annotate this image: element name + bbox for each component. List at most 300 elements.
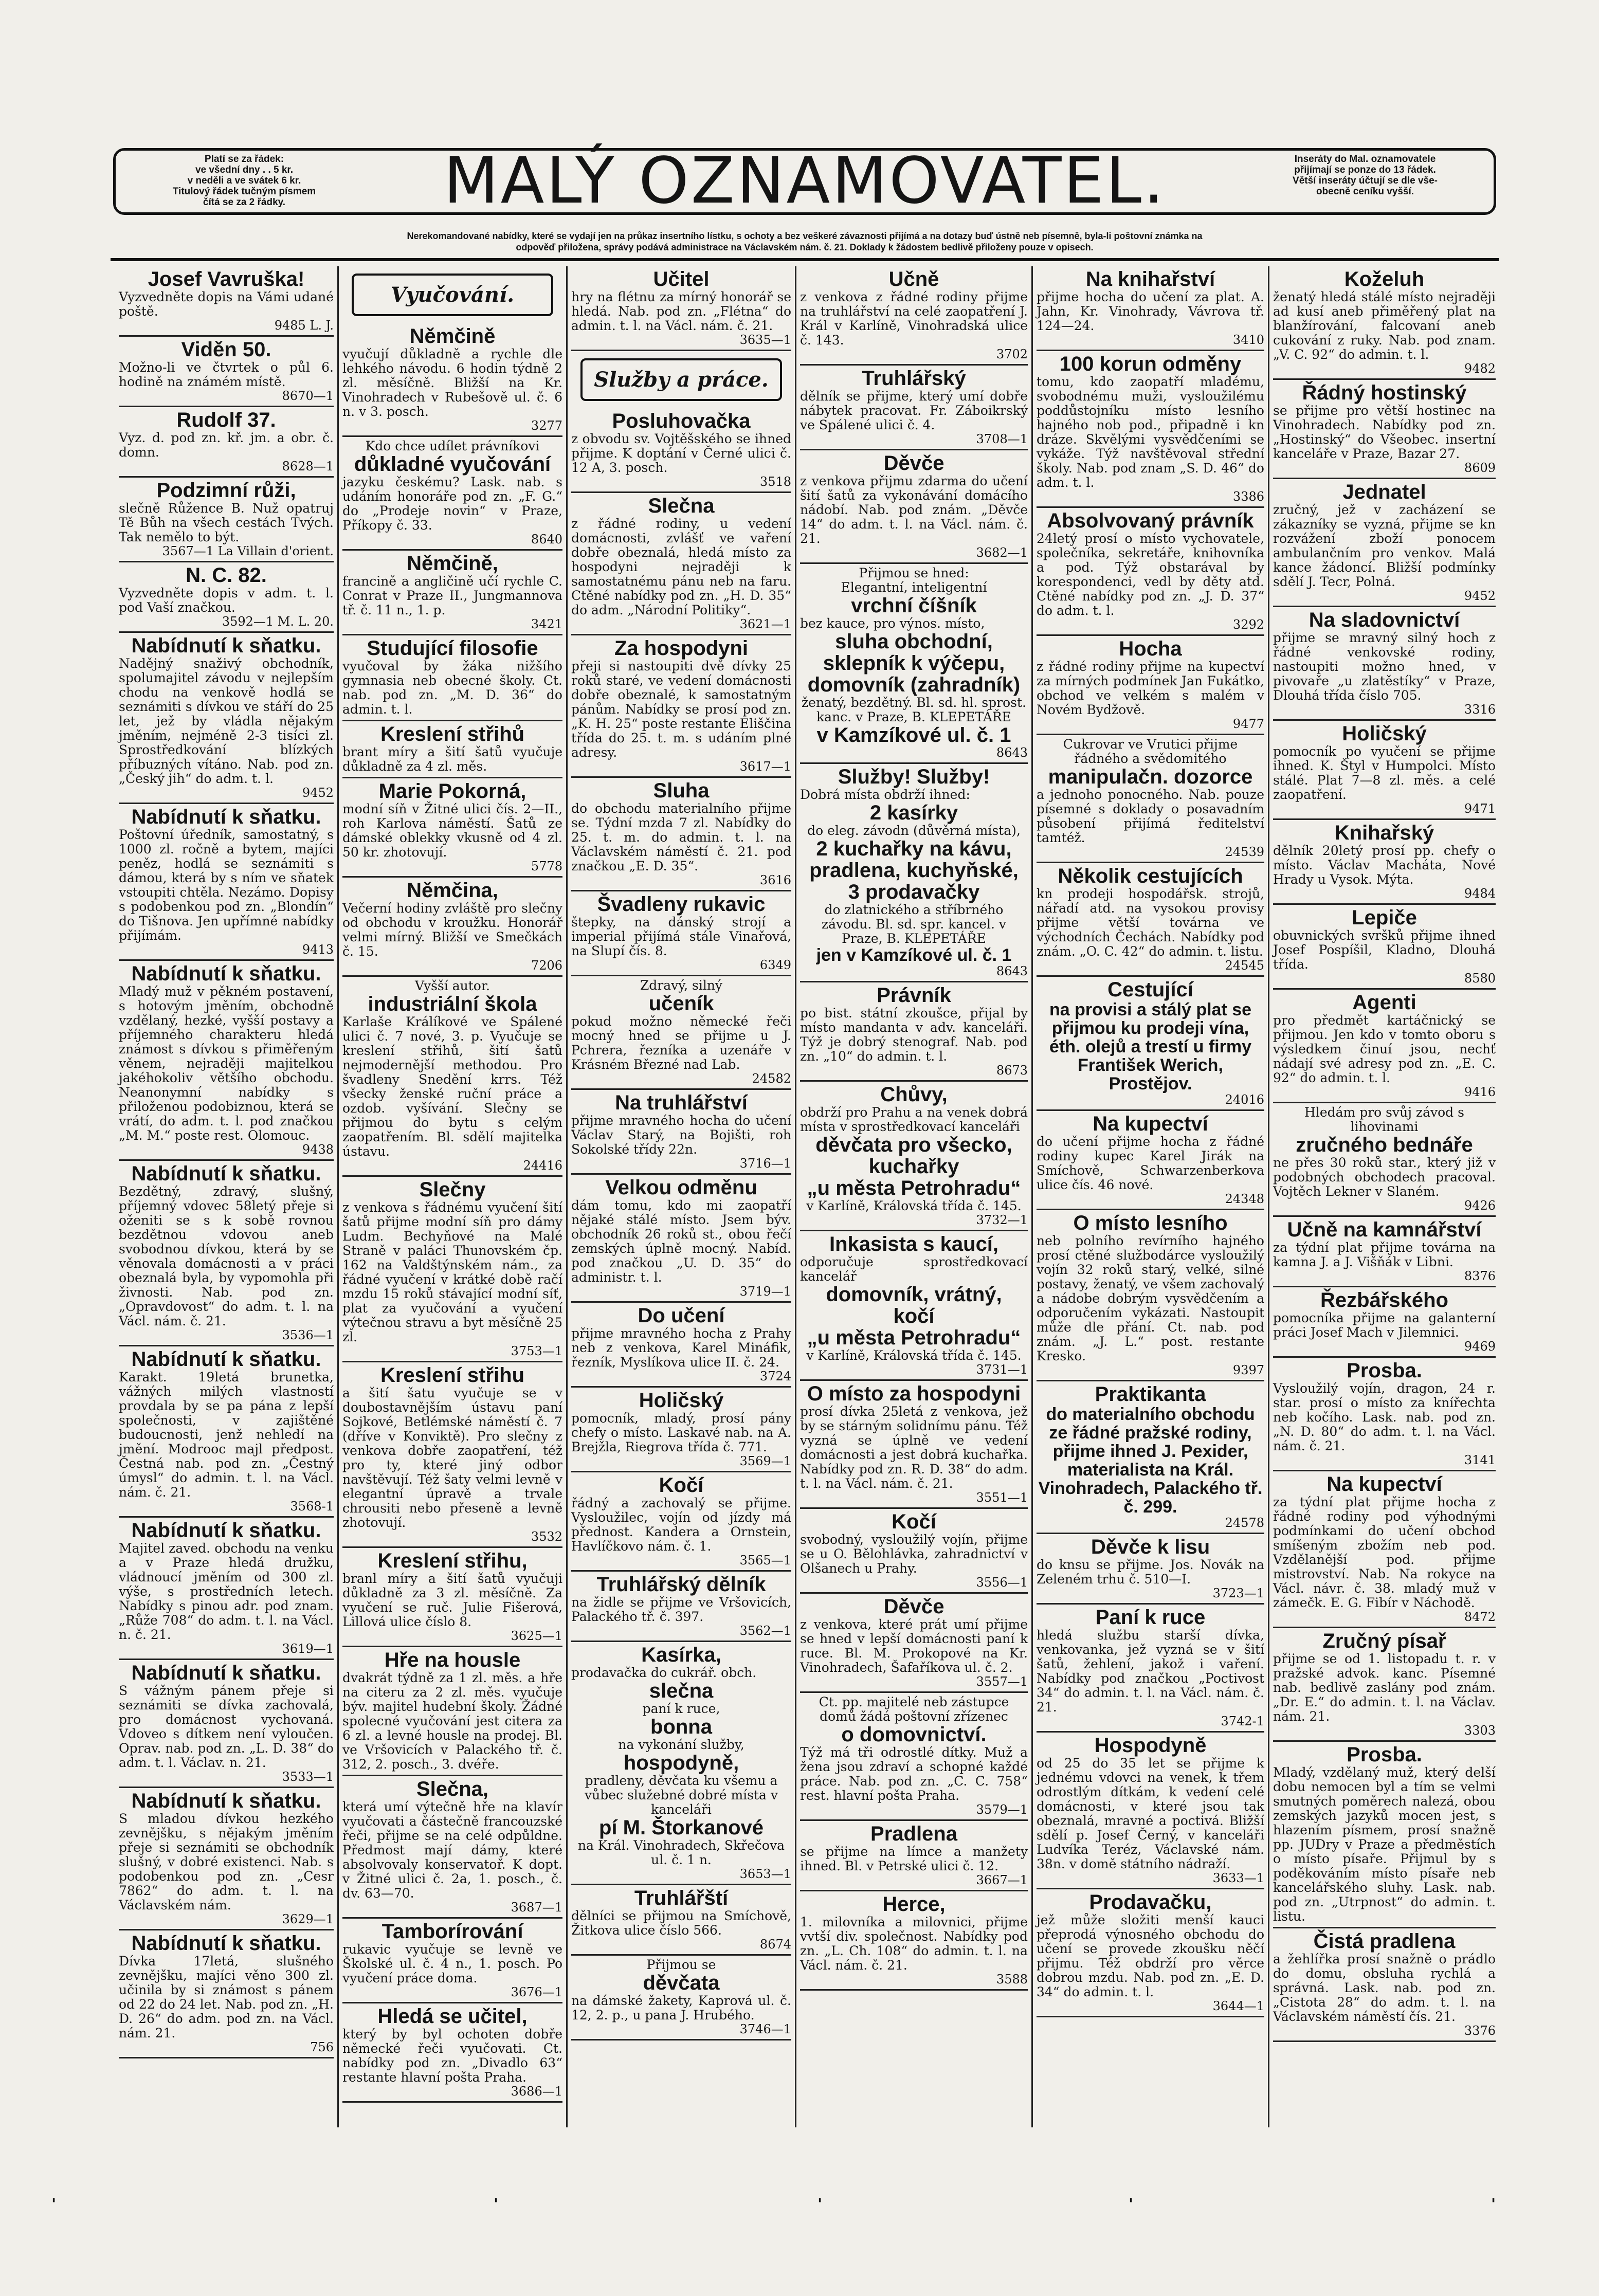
classified-ad — [800, 982, 1028, 1082]
ad-headline: do materialního obchodu ze řádné pražské rodiny, přijme ihned J. Pexider, materialista na Král. Vinohradech, Palackého tř. č. 299. — [1038, 1405, 1263, 1517]
ad-body: z řádné rodiny, u vedení domácnosti, zvlášť ve vaření dobře obeznalá, hledá místo za hospodyni nejraději k samostatnému pánu neb na faru. Ctěné nabídky pod zn. „H. D. 35“ do adm. „Národní Politiky“. — [571, 516, 791, 617]
edge-speck: ' — [494, 2195, 499, 2213]
ad-reference-number: 3565—1 — [739, 1553, 791, 1568]
ad-body: 24letý prosí o místo vychovatele, společníka, sekretáře, knihovníka a pod. Týž obstarával by korespondenci, vedl by děty atd. Ctěné nabídky pod zn. „J. D. 37“ do adm. t. l. — [1037, 531, 1264, 618]
ad-headline: Jednatel — [1342, 481, 1426, 503]
ad-body: Karlaše Králíkové ve Spálené ulici č. 7 nové, 3. p. Vyučuje se kreslení střihů, šití šatů nejmodernější methodou. Pro švadleny Snedění krrs. Též všecky ženské ruční práce a ozdob. vyšívání. Slečny se přijmou do bytu s celým zaopatřením. Bl. sdělí majitelka ústavu. — [342, 1014, 562, 1159]
rules-line: obecně ceníku vyšší. — [1316, 186, 1414, 197]
ad-reference-number: 3551—1 — [976, 1490, 1028, 1505]
ad-body: pokud možno německé řeči mocný hned se přijme u J. Pchrera, řezníka a uzenáře v Krásném Březné nad Lab. — [571, 1014, 791, 1072]
ad-body: Vyzvedněte dopis v adm. t. l. pod Vaší značkou. — [119, 586, 334, 615]
ad-reference-number: 9485 L. J. — [274, 318, 334, 333]
ad-reference-number: 3536—1 — [282, 1328, 334, 1342]
ad-headline: Děvče — [883, 452, 944, 475]
ad-body: pomocník, mladý, prosí pány chefy o místo. Laskavé nab. na A. Brejžla, Riegrova třída č. 771. — [571, 1411, 791, 1454]
ad-headline: Děvče k lisu — [1091, 1536, 1210, 1558]
classified-ad — [119, 337, 334, 407]
ad-headline: O místo za hospodyni — [807, 1382, 1021, 1405]
ad-headline: Josef Vavruška! — [148, 268, 305, 290]
ad-headline: sklepník k výčepu, — [823, 652, 1005, 675]
ad-intro: Přijmou se hned: — [859, 566, 969, 580]
classified-ad — [1273, 990, 1496, 1103]
ad-body: do knsu se přijme. Jos. Novák na Zeleném trhu č. 510—I. — [1037, 1557, 1264, 1587]
ad-body: na židle se přijme ve Vršovicích, Palackého tř. č. 397. — [571, 1595, 791, 1624]
ad-body: přijme se od 1. listopadu t. r. v pražské advok. kanc. Písemné nab. bedlivě zaslány pod znám. „Dr. E.“ do admin. t. l. na Václav. nám. 21. — [1273, 1651, 1496, 1724]
ad-body: do obchodu materialního přijme se. Týdní mzda 7 zl. Nabídky do 25. t. m. do admin. t. l. na Václavském náměstí č. 21. pod značkou „E. D. 35“. — [571, 801, 791, 873]
ad-headline: Hře na housle — [384, 1649, 521, 1671]
ad-reference-number: 3617—1 — [739, 759, 791, 774]
ad-body: z venkova, které prát umí přijme se hned v lepší domácnosti paní k ruce. Bl. M. Prokopové na Kr. Vinohradech, Šafaříkova ul. č. 2. — [800, 1617, 1028, 1675]
ad-headline: 2 kasírky — [869, 801, 958, 824]
ad-headline: Nabídnutí k sňatku. — [131, 1519, 321, 1542]
ad-headline: Studující filosofie — [367, 637, 538, 660]
ad-reference-number: 9469 — [1464, 1339, 1496, 1354]
ad-body: na dámské žakety, Kaprová ul. č. 12, 2. p., u pana J. Hrubého. — [571, 1993, 791, 2022]
ad-reference-number: 3588 — [996, 1972, 1028, 1987]
ad-body: dám tomu, kdo mi zaopatří nějaké stálé místo. Jsem býv. obchodník 26 roků st., obou řečí zemských úplně mocný. Nabíd. pod značkou „U. D. 35“ do administr. t. l. — [571, 1198, 791, 1285]
ad-headline: Paní k ruce — [1095, 1606, 1206, 1629]
ad-headline: děvčata — [643, 1972, 720, 1994]
ad-intro: Hledám pro svůj závod s lihovinami — [1304, 1105, 1464, 1134]
classified-ad — [571, 408, 791, 493]
ad-headline: sluha obchodní, — [835, 630, 993, 653]
ad-body: dělník 20letý prosí pp. chefy o místo. Václav Macháta, Nové Hrady u Vysok. Mýta. — [1273, 843, 1496, 887]
ad-reference-number: 3635—1 — [739, 333, 791, 347]
ad-body: Mladý muž v pěkném postavení, s hotovým jměním, obchodně vzdělaný, hezké, vyšší postavy a příjemného charakteru hledá známost s dívkou s přiměřeným věnem, nejraději majitelkou jakéhokoliv většího obchodu. Neanonymní nabídky s přiloženou podobiznou, která se vrátí, do adm. t. l. pod značkou „M. M.“ poste rest. Olomouc. — [119, 984, 334, 1143]
classified-ad — [1273, 1358, 1496, 1471]
ad-body: vyučují důkladně a rychle dle lehkého návodu. 6 hodin týdně 2 zl. měsíčně. Bližší na Kr. Vinohradech v Rubešově ul. č. 6 n. v 3. posch. — [342, 347, 562, 419]
classified-ad — [342, 1177, 562, 1362]
ad-reference-number: 3616 — [759, 873, 791, 887]
ad-headline: Podzimní růži, — [156, 479, 296, 502]
ad-reference-number: 8670—1 — [282, 389, 334, 403]
classified-ad — [119, 1788, 334, 1930]
ad-headline: Absolvovaný právník — [1047, 509, 1254, 532]
ad-body: Majitel zaved. obchodu na venku a v Praze hledá družku, vládnoucí jměním od 300 zl. výše, s prostředních letech. Nabídky s pinou adr. pod znam. „Růže 708“ do adm. t. l. na Václ. n. č. 21. — [119, 1541, 334, 1642]
masthead-insertion-rules — [1237, 151, 1494, 212]
ad-body: Vyzvedněte dopis na Vámi udané poště. — [119, 289, 334, 319]
ad-headline: vrchní číšník — [851, 594, 977, 617]
ad-headline: Tamborírování — [381, 1920, 523, 1943]
classified-ad — [1037, 351, 1264, 508]
ad-headline: 3 prodavačky — [848, 881, 980, 903]
column-divider — [337, 266, 339, 2127]
ad-headline: děvčata pro všecko, — [815, 1134, 1012, 1156]
ad-body: se přijme na límce a manžety ihned. Bl. v Petrské ulici č. 12. — [800, 1844, 1028, 1873]
ad-reference-number: 24545 — [1225, 958, 1264, 973]
masthead-title: MALÝ OZNAMOVATEL. — [443, 144, 1166, 218]
ad-reference-number: 3556—1 — [976, 1575, 1028, 1590]
ad-headline: pradlena, kuchyňské, — [809, 859, 1019, 882]
ad-reference-number: 3141 — [1464, 1453, 1496, 1467]
classified-ad — [119, 961, 334, 1161]
classified-ad — [342, 2003, 562, 2103]
ad-reference-number: 8628—1 — [282, 459, 334, 473]
classified-ad — [342, 1776, 562, 1919]
ad-headline: Hledá se učitel, — [377, 2005, 528, 2028]
classified-ad — [1273, 1742, 1496, 1928]
ad-body: slečně Růžence B. Nuž opatruj Tě Bůh na všech cestách Tvých. Tak nemělo to být. — [119, 501, 334, 544]
pricing-line: ve všední dny . . 5 kr. — [195, 165, 294, 175]
ad-reference-number: 3386 — [1232, 489, 1264, 504]
ad-headline: Kasírka, — [641, 1644, 721, 1666]
ad-body: po bist. státní zkoušce, přijal by místo mandanta v adv. kanceláři. Týž je dobrý stenograf. Nab. pod zn. „10“ do admin. t. l. — [800, 1006, 1028, 1064]
ad-headline: Truhlářský — [862, 367, 966, 390]
classified-ad — [800, 366, 1028, 450]
classified-ad — [1037, 977, 1264, 1111]
classified-ad — [342, 878, 562, 977]
ad-headline: Slečna — [648, 495, 715, 517]
ad-body: kn prodeji hospodářsk. strojů, nářadí atd. na vysokou provisy přijme větší továrna ve východních Čechách. Nabídky pod znám. „O. C. 42“ do admin. t. listu. — [1037, 886, 1264, 959]
ad-headline: Agenti — [1352, 991, 1416, 1014]
classified-ad — [342, 437, 562, 551]
ad-body: tomu, kdo zaopatří mladému, svobodnému muži, vysloužilému poddůstojníku místo lesního hajného nob pod., připadně i kn dráze. Skvělými vysvědčeními se vykáže. Týž navštěvoval střední školy. Nab. pod znam „S. D. 46“ do adm. t. l. — [1037, 374, 1264, 490]
ad-column — [339, 266, 566, 2127]
ad-body: bez kauce, pro výnos. místo, — [800, 616, 985, 631]
ad-body: od 25 do 35 let se přijme k jednému vdovci na venek, k třem odrostlým dítkám, k vedení celé domácnosti, v které jsou tak obeznalá, mravné a poctivá. Bližší sdělí p. Josef Černý, v kanceláři Ludvíka Teréz, Václavské nám. 38n. v domě státního nádraží. — [1037, 1756, 1264, 1871]
ad-headline: Na knihařství — [1085, 268, 1215, 290]
column-divider — [566, 266, 568, 2127]
ad-reference-number: 3619—1 — [282, 1642, 334, 1656]
ad-body: přijme mravného hocha z Prahy neb z venkova, Karel Mináfik, řezník, Myslíkova ulice II. č. 24. — [571, 1326, 791, 1370]
ad-reference-number: 24016 — [1225, 1092, 1264, 1107]
ad-column — [568, 266, 794, 2127]
masthead-pricing — [116, 151, 373, 212]
ad-headline: Děvče — [883, 1595, 944, 1618]
ad-headline: Pradlena — [870, 1823, 957, 1845]
ad-body: do učení přijme hocha z řádné rodiny kupec Karel Jirák na Smíchově, Schwarzenberkova ulice čís. 46 nové. — [1037, 1134, 1264, 1192]
ad-headline: na provisi a stálý plat se přijmou ku prodeji vína, éth. olejů a trestí u firmy František Werich, Prostějov. — [1049, 1000, 1252, 1094]
ad-headline: Cestující — [1107, 978, 1193, 1001]
ad-reference-number: 3621—1 — [739, 617, 791, 631]
ad-body: zručný, jež v zacházení se zákazníky se vyzná, přijme se kn rozvážení zboží ponocem ambulančním pro venkov. Malá kance žádoncí. Bližší podmínky sdělí J. Tecr, Polná. — [1273, 502, 1496, 589]
ad-reference-number: 9397 — [1232, 1363, 1264, 1377]
pricing-line: v neděli a ve svátek 6 kr. — [187, 175, 301, 186]
ad-headline: O místo lesního — [1073, 1212, 1228, 1234]
section-heading: Vyučování. — [352, 274, 553, 316]
classified-ad — [571, 976, 791, 1090]
ad-headline: Prosba. — [1347, 1359, 1422, 1382]
ad-intro: Přijmou se — [646, 1957, 716, 1972]
classified-ad — [1037, 735, 1264, 863]
ad-reference-number: 8643 — [996, 964, 1028, 978]
ad-body: v Karlíně, Královská třída č. 145. — [806, 1198, 1022, 1213]
ad-body: dělníci se přijmou na Smíchově, Žitkova ulice číslo 566. — [571, 1908, 791, 1938]
classified-ad — [342, 1919, 562, 2003]
classified-ad — [342, 1548, 562, 1647]
ad-headline: N. C. 82. — [186, 564, 267, 587]
ad-reference-number: 9452 — [302, 786, 334, 800]
ad-reference-number: 3557—1 — [976, 1674, 1028, 1689]
ad-reference-number: 9471 — [1464, 801, 1496, 816]
ad-reference-number: 3702 — [996, 347, 1028, 361]
ad-headline: o domovnictví. — [841, 1723, 987, 1746]
classified-ad — [571, 778, 791, 891]
ad-reference-number: 8376 — [1464, 1269, 1496, 1283]
classified-ad — [342, 1362, 562, 1548]
edge-speck: ' — [817, 2195, 823, 2213]
ad-body: obdrží pro Prahu a na venek dobrá místa v sprostředkovací kanceláři — [800, 1105, 1028, 1134]
ad-reference-number: 3568-1 — [290, 1499, 334, 1514]
ad-headline: Kreslení střihu, — [377, 1550, 528, 1572]
ad-reference-number: 3567—1 La Villain d'orient. — [162, 544, 334, 558]
ad-column — [797, 266, 1031, 2127]
ad-headline: Učně na kamnářství — [1287, 1218, 1482, 1241]
ad-headline: 2 kuchařky na kávu, — [816, 837, 1012, 860]
classified-ad — [571, 1642, 791, 1885]
ad-headline: Na truhlářství — [615, 1091, 748, 1114]
ad-body: francině a angličině učí rychle C. Conrat v Praze II., Jungmannova tř. č. 11 n., 1. p. — [342, 574, 562, 617]
ad-reference-number: 3682—1 — [976, 545, 1028, 560]
classified-ad — [342, 721, 562, 778]
ad-reference-number: 756 — [310, 2040, 334, 2054]
ad-body: pro předmět kartáčnický se přijmou. Jen kdo v tomto oboru s výsledkem činuí jsou, nechť nádají své adresy pod zn. „E. C. 92“ do admin. t. l. — [1273, 1013, 1496, 1085]
ad-body: pomocníka přijme na galanterní práci Josef Mach v Jilemnici. — [1273, 1310, 1496, 1340]
classified-ad — [800, 1594, 1028, 1693]
ad-headline: 100 korun odměny — [1059, 353, 1242, 375]
ad-body: a žehlířka prosí snažně o prádlo do domu, obsluha rychlá a správná. Lask. nab. pod zn. „Cistota 28“ do adm. t. l. na Václavském náměstí čís. 21. — [1273, 1952, 1496, 2024]
ad-headline: Učně — [888, 268, 939, 290]
classified-ad — [1037, 1534, 1264, 1605]
ad-body: vyučoval by žáka nižšího gymnasia neb obecné školy. Ct. nab. pod zn. „M. D. 36“ do admin. t. l. — [342, 659, 562, 717]
ad-headline: kočí — [893, 1305, 935, 1327]
ad-body: Večerní hodiny zvláště pro slečny od obchodu v kroužku. Honorář velmi mírný. Bližší ve Smečkách č. 15. — [342, 901, 562, 959]
ad-reference-number: 8673 — [996, 1063, 1028, 1078]
column-divider — [1268, 266, 1269, 2127]
classified-ad — [119, 1660, 334, 1788]
classified-ad — [571, 1388, 791, 1472]
classified-ad — [119, 1161, 334, 1346]
ad-headline: Hospodyně — [1094, 1734, 1207, 1757]
classified-ad — [571, 1090, 791, 1175]
ad-column — [1270, 266, 1499, 2127]
classified-ad — [571, 1175, 791, 1303]
ad-reference-number: 3625—1 — [511, 1629, 562, 1643]
classified-ad — [800, 1381, 1028, 1509]
ad-body: prosí dívka 25letá z venkova, jež by se stárným solidnímu pánu. Též vyzná se úplně ve vedení domácnosti a jest dobrá kuchařka. Nabídky pod zn. R. D. 38“ do adm. t. l. na Václ. nám. č. 21. — [800, 1404, 1028, 1491]
ad-body: na vykonání služby, — [618, 1737, 744, 1752]
edge-speck: ' — [1491, 2195, 1496, 2213]
ad-headline: Praktikanta — [1095, 1383, 1206, 1406]
classified-ad — [800, 266, 1028, 366]
classified-ad — [1037, 1210, 1264, 1381]
ad-body: 1. milovníka a milovnici, přijme vvtší div. společnost. Nabídky pod zn. „L. Ch. 108“ do admin. t. l. na Václ. nám. č. 21. — [800, 1915, 1028, 1973]
ad-headline: Hocha — [1119, 637, 1182, 660]
classified-ad — [1273, 721, 1496, 820]
ad-reference-number: 9426 — [1464, 1198, 1496, 1213]
ad-headline: Nabídnutí k sňatku. — [131, 1162, 321, 1185]
classified-ad — [1273, 380, 1496, 479]
ad-body: prodavačka do cukrář. obch. — [571, 1665, 757, 1680]
ad-headline: Právník — [877, 984, 951, 1007]
ad-body: dvakrát týdně za 1 zl. měs. a hře na citeru za 2 zl. měs. vyučuje býv. majitel hudební školy. Žádné spolecné vyučování jest citera za 6 zl. a levné housle na prodej. Bl. ve Vršovicích v Palackého tř. č. 312, 2. posch., 3. dvéře. — [342, 1670, 562, 1772]
ad-body: ženatý, bezdětný. Bl. sd. hl. sprost. kanc. v Praze, B. KLEPETÁŘE — [802, 695, 1026, 724]
classified-ad — [1273, 820, 1496, 905]
classified-ad — [1273, 1103, 1496, 1217]
ad-reference-number: 3277 — [531, 418, 562, 433]
ad-body: z řádné rodiny přijme na kupectví za mírných podmínek Jan Fukátko, obchod ve velkém s malém v Novém Bydžově. — [1037, 659, 1264, 717]
ad-body: paní k ruce, — [642, 1701, 720, 1716]
ad-headline: Němčina, — [407, 879, 498, 902]
classified-ad — [1273, 607, 1496, 721]
ad-headline: Lepiče — [1352, 906, 1417, 929]
ad-headline: Slečna, — [416, 1778, 489, 1800]
classified-ad — [1037, 636, 1264, 735]
ad-reference-number: 9416 — [1464, 1085, 1496, 1099]
ad-headline: industriální škola — [368, 993, 537, 1015]
ad-headline: Řezbářského — [1320, 1289, 1448, 1311]
classified-ad — [119, 266, 334, 337]
ad-body: Elegantní, inteligentní — [841, 580, 987, 595]
ad-reference-number: 9482 — [1464, 361, 1496, 376]
ad-headline: v Kamzíkové ul. č. 1 — [816, 724, 1011, 746]
ad-headline: Chůvy, — [880, 1083, 948, 1106]
classified-ad — [1273, 1628, 1496, 1742]
classified-ad — [119, 562, 334, 633]
ad-reference-number: 24348 — [1225, 1192, 1264, 1206]
classified-ad — [800, 450, 1028, 564]
ad-body: hry na flétnu za mírný honorář se hledá. Nab. pod zn. „Flétna“ do admin. t. l. na Václ. nám. č. 21. — [571, 289, 791, 333]
ad-reference-number: 9438 — [302, 1142, 334, 1157]
ad-reference-number: 3644—1 — [1212, 1999, 1264, 2013]
classified-ad — [1273, 479, 1496, 607]
ad-body: přijme se mravný silný hoch z řádné venkovské rodiny, nastoupiti možno hned, v pivovaře „u zlatěstíky“ v Praze, Dlouhá třída číslo 705. — [1273, 630, 1496, 703]
ad-body: ne přes 30 roků star., který již v podobných obchodech pracoval. Vojtěch Lekner v Slaném. — [1273, 1155, 1496, 1199]
ad-body: rukavic vyučuje se levně ve Školské ul. č. 4 n., 1. posch. Po vyučení práce doma. — [342, 1942, 562, 1985]
classified-ad — [1037, 863, 1264, 977]
ad-body: ženatý hledá stálé místo nejraději ad kusí aneb přiměřený plat na blanžírování, falcovaní aneb cukování z ruky. Nab. pod znam. „V. C. 92“ do admin. t. l. — [1273, 289, 1496, 362]
ad-reference-number: 3742-1 — [1221, 1714, 1264, 1728]
ad-headline: bonna — [650, 1716, 712, 1738]
ad-reference-number: 8609 — [1464, 461, 1496, 475]
ad-column — [116, 266, 337, 2127]
classified-ad — [571, 493, 791, 635]
ad-headline: Marie Pokorná, — [378, 780, 526, 803]
ad-headline: Němčině — [409, 325, 496, 348]
ad-reference-number: 8472 — [1464, 1610, 1496, 1624]
ad-headline: domovník, vrátný, — [826, 1283, 1002, 1306]
column-divider — [795, 266, 796, 2127]
ad-reference-number: 8640 — [531, 532, 562, 546]
edge-speck: ' — [51, 2195, 57, 2213]
ad-headline: Koželuh — [1344, 268, 1425, 290]
ad-headline: Nabídnutí k sňatku. — [131, 1790, 321, 1812]
ad-headline: Velkou odměnu — [605, 1176, 757, 1199]
ad-headline: Nabídnutí k sňatku. — [131, 634, 321, 657]
ad-headline: Nabídnutí k sňatku. — [131, 1662, 321, 1684]
ad-body: na Král. Vinohradech, Skřečova ul. č. 1 n. — [578, 1838, 785, 1867]
classified-ad — [1273, 905, 1496, 990]
ad-body: Bezdětný, zdravý, slušný, příjemný vdovec 58letý přeje si oženiti se s k sobě rovnou bezdětnou vdovou aneb svobodnou dívkou, která by se věnovala domácnosti a v práci obeznalá byla, by vypomohla při živnosti. Nab. pod zn. „Opravdovost“ do adm. t. l. na Václ. nám. č. 21. — [119, 1184, 334, 1328]
classified-ad — [800, 764, 1028, 982]
classified-ad — [1273, 1928, 1496, 2042]
ad-headline: „u města Petrohradu“ — [807, 1326, 1021, 1349]
ad-reference-number: 9477 — [1232, 717, 1264, 731]
ad-headline: Kočí — [892, 1510, 936, 1533]
ad-headline: Řádný hostinský — [1302, 381, 1467, 404]
ad-headline: jen v Kamzíkové ul. č. 1 — [816, 945, 1012, 965]
ad-headline: Za hospodyni — [614, 637, 748, 660]
ad-body: Dívka 17letá, slušného zevnějšku, majíci věno 300 zl. učinila by si známost s pánem od 22 do 24 let. Nab. pod zn. „H. D. 26“ do adm. pod zn. na Václ. nám. 21. — [119, 1954, 334, 2040]
ad-headline: Do učení — [638, 1304, 725, 1327]
ad-headline: zručného bednáře — [1296, 1134, 1473, 1156]
ad-intro: Vyšší autor. — [414, 978, 490, 993]
ad-body: pradleny, děvčata ku všemu a vůbec služebné dobré místa v kanceláři — [584, 1773, 778, 1817]
classified-ad — [800, 564, 1028, 764]
ad-intro: Kdo chce udílet právníkovi — [365, 439, 540, 453]
ad-body: Týž má tři odrostlé dítky. Muž a žena jsou zdraví a schopné každé práce. Nab. pod zn. „C. C. 758“ rest. hlavní pošta Praha. — [800, 1745, 1028, 1803]
ad-body: Dobrá místa obdrží ihned: — [800, 787, 970, 802]
ad-headline: Sluha — [653, 779, 710, 802]
ad-headline: Několik cestujících — [1058, 865, 1243, 887]
ad-headline: Švadleny rukavic — [597, 893, 766, 916]
ad-body: Vyz. d. pod zn. kř. jm. a obr. č. domn. — [119, 430, 334, 460]
masthead-frame — [113, 144, 1496, 218]
classified-ad — [1273, 1471, 1496, 1628]
ad-reference-number: 3719—1 — [739, 1284, 791, 1299]
ad-headline: Nabídnutí k sňatku. — [131, 962, 321, 985]
ad-reference-number: 3746—1 — [739, 2022, 791, 2036]
classified-ad — [119, 478, 334, 562]
ad-body: hledá službu starší dívka, venkovanka, jež vyzná se v šití šatů, žehlení, jakož i vaření. Nabídky pod značkou „Poctivost 34“ do admin. t. l. na Václ. nám. č. 21. — [1037, 1628, 1264, 1715]
rules-line: Větší inseráty účtují se dle vše- — [1293, 175, 1438, 186]
ad-body: z venkova z řádné rodiny přijme na truhlářství na celé zaopatření J. Král v Karlíně, Vinohradská ulice č. 143. — [800, 289, 1028, 348]
classified-ad — [119, 804, 334, 961]
ad-reference-number: 3687—1 — [511, 1900, 562, 1915]
ad-body: Vysloužilý vojín, dragon, 24 r. star. prosí o místo za knířechta neb kočího. Lask. nab. pod zn. „N. D. 80“ do adm. t. l. na Václ. nám. č. 21. — [1273, 1381, 1496, 1453]
ad-body: za týdní plat přijme hocha z řádné rodiny pod výhodnými podmínkami do učení obchod smíšeným zbožím neb pod. Vzdělanější pod. přijme mistrovství. Nab. Na rokyce na Václ. návr. č. 38. mladý muž v zámečk. E. G. Fibír v Náchodě. — [1273, 1495, 1496, 1610]
ad-headline: Zručný písař — [1322, 1630, 1446, 1652]
ad-reference-number: 3562—1 — [739, 1624, 791, 1638]
ad-body: z venkova přijmu zdarma do učení šití šatů za vykonávání domácího nádobí. Nab. pod znám. „Děvče 14“ do adm. t. l. na Václ. nám. č. 21. — [800, 473, 1028, 546]
ad-body: Karakt. 19letá brunetka, vážných milých vlastností provdala by se pa pána z lepší společnosti, v zajištěné budoucnosti, jenž nehledí na jmění. Modrooc majl předpost. Čestná nab. pod zn. „Čestný úmysl“ do admin. t. l. na Václ. nám. č. 21. — [119, 1370, 334, 1500]
ad-reference-number: 3716—1 — [739, 1156, 791, 1171]
ad-headline: Viděn 50. — [181, 338, 271, 361]
ad-headline: Knihařský — [1334, 822, 1434, 844]
masthead-notice — [113, 230, 1496, 253]
column-divider — [1031, 266, 1033, 2127]
ad-headline: Nabídnutí k sňatku. — [131, 1348, 321, 1371]
classified-ad — [1037, 508, 1264, 636]
classified-ad — [1273, 266, 1496, 380]
classified-ad — [342, 1647, 562, 1776]
ad-headline: Slečny — [419, 1178, 486, 1201]
ad-body: přeji si nastoupiti dvě dívky 25 roků staré, ve vedení domácnosti dobře obeznalé, k samostatným pánům. Nabídky se prosí pod zn. „K. H. 25“ poste restante Eliščina třída do 25. t. m. s udáním plné adresy. — [571, 659, 791, 760]
classified-ad — [571, 1472, 791, 1572]
ad-reference-number: 24578 — [1225, 1516, 1264, 1530]
ad-reference-number: 3653—1 — [739, 1867, 791, 1881]
pricing-line: Titulový řádek tučným písmem — [172, 186, 316, 197]
ad-headline: manipulačn. dozorce — [1048, 766, 1253, 788]
ad-body: svobodný, vysloužilý vojín, přijme se u O. Bělohlávka, zahradnictví v Olšanech u Prahy. — [800, 1532, 1028, 1576]
classified-ad — [342, 551, 562, 635]
classified-ad — [571, 1303, 791, 1388]
ad-reference-number: 3732—1 — [976, 1213, 1028, 1227]
ad-reference-number: 3292 — [1232, 617, 1264, 632]
rules-line: Inseráty do Mal. oznamovatele — [1294, 154, 1436, 165]
ad-headline: kuchařky — [868, 1155, 959, 1178]
classified-ad — [119, 1518, 334, 1660]
ad-reference-number: 3667—1 — [976, 1873, 1028, 1887]
ad-reference-number: 3676—1 — [511, 1985, 562, 1999]
ad-reference-number: 3410 — [1232, 333, 1264, 347]
ad-reference-number: 3579—1 — [976, 1802, 1028, 1817]
classified-ad — [800, 1231, 1028, 1381]
ad-headline: Prosba. — [1347, 1743, 1422, 1766]
ad-intro: Cukrovar ve Vrutici přijme řádného a svědomitého — [1063, 737, 1238, 766]
ad-headline: Truhlářští — [634, 1887, 729, 1909]
ad-reference-number: 3629—1 — [282, 1912, 334, 1926]
